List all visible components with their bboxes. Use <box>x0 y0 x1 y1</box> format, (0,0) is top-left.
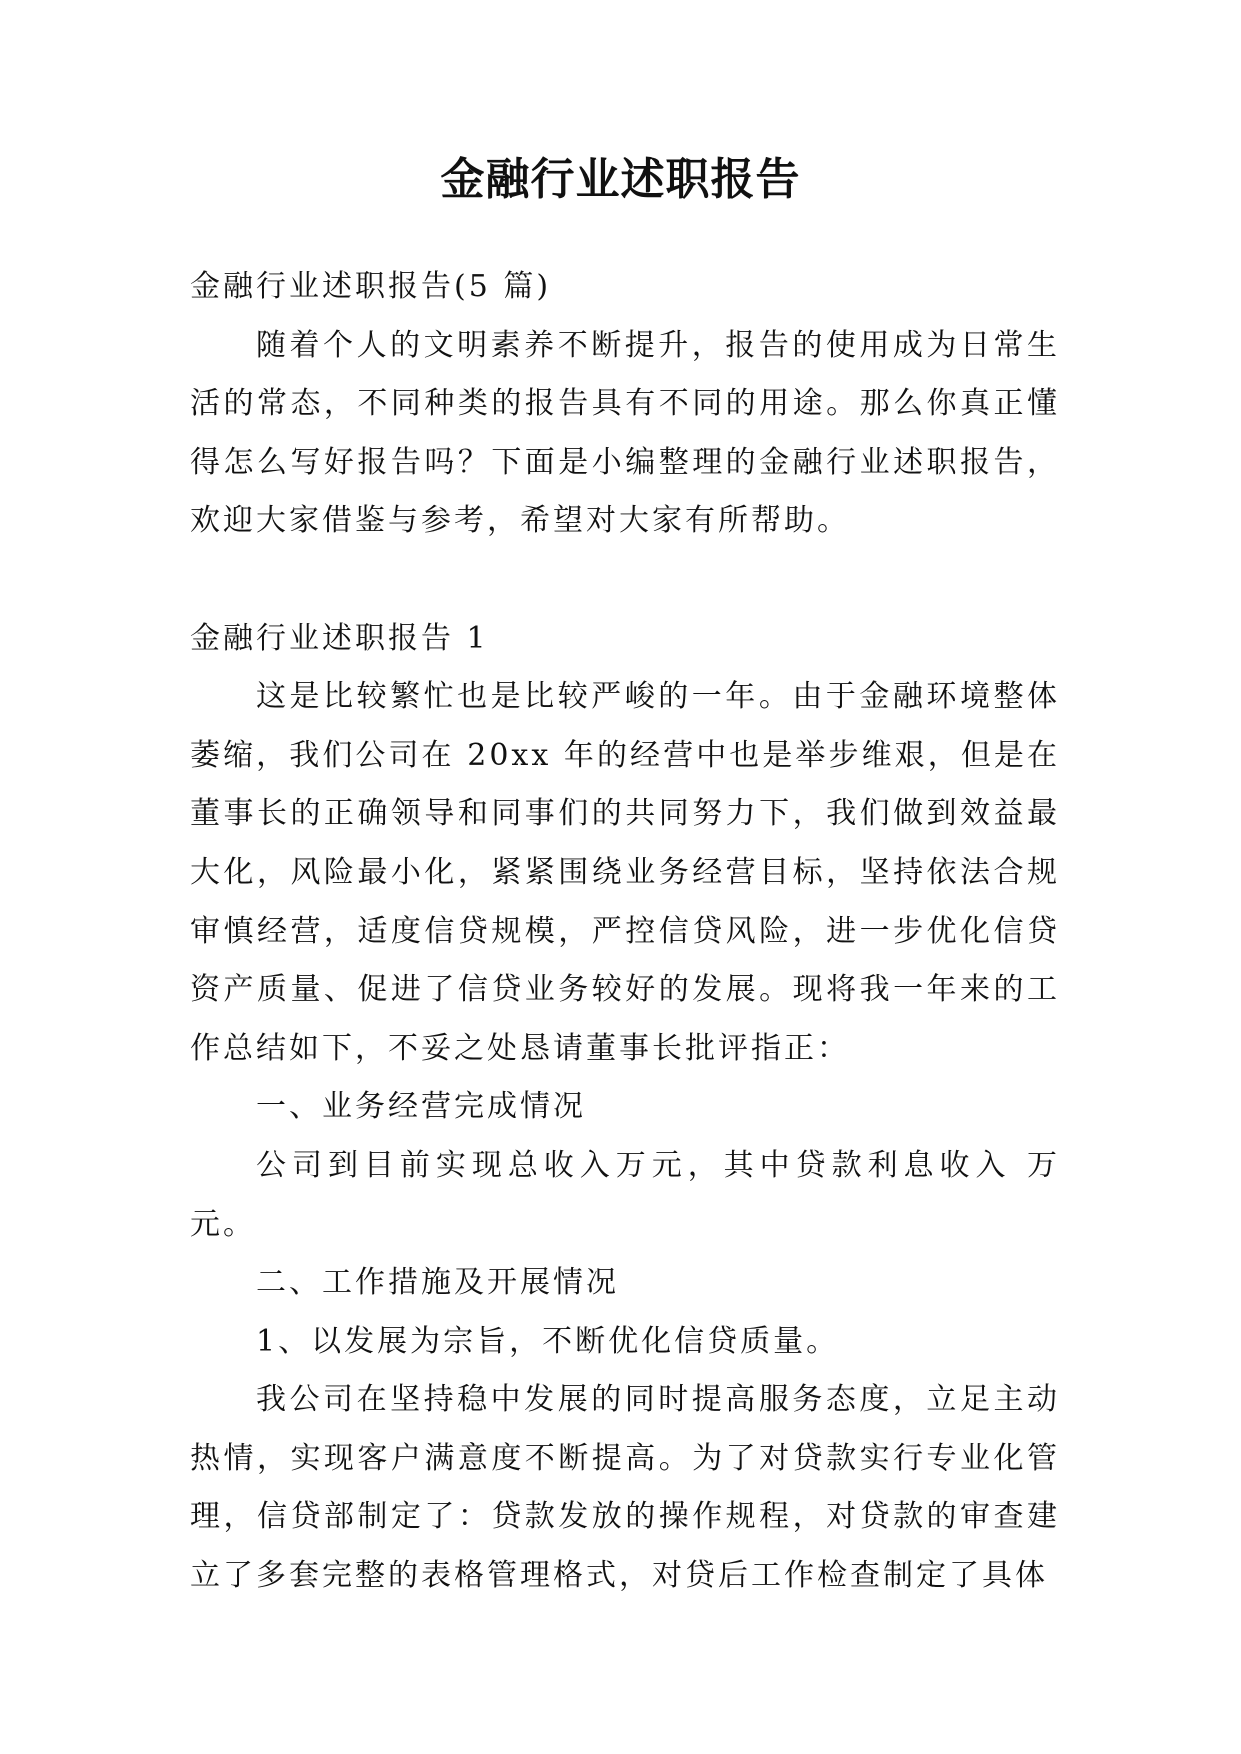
document-subtitle: 金融行业述职报告(5 篇) <box>190 269 552 304</box>
subsection-heading: 一、业务经营完成情况 <box>256 1089 586 1125</box>
body-paragraph: 这是比较繁忙也是比较严峻的一年。由于金融环境整体萎缩，我们公司在 20xx 年的经营中也是举步维艰，但是在董事长的正确领导和同事们的共同努力下，我们做到效益最大化，风险最小化，紧紧围绕业务经营目标，坚持依法合规审慎经营，适度信贷规模，严控信贷风险，进一步优化信贷资产质量、促进了信贷业务较好的发展。现将我一年来的工作总结如下，不妥之处恳请董事长批评指正： <box>190 679 1060 1066</box>
body-paragraph: 我公司在坚持稳中发展的同时提高服务态度，立足主动热情，实现客户满意度不断提高。为了对贷款实行专业化管理，信贷部制定了：贷款发放的操作规程，对贷款的审查建立了多套完整的表格管理格式，对贷后工作检查制定了具体 <box>190 1382 1060 1594</box>
paragraph-spacer <box>190 551 1060 610</box>
section-heading: 金融行业述职报告 1 <box>190 620 489 656</box>
document-title: 金融行业述职报告 <box>440 154 801 205</box>
document-body <box>190 258 1060 1606</box>
subsection-heading: 二、工作措施及开展情况 <box>256 1265 619 1301</box>
intro-paragraph: 随着个人的文明素养不断提升，报告的使用成为日常生活的常态，不同种类的报告具有不同的用途。那么你真正懂得怎么写好报告吗？下面是小编整理的金融行业述职报告，欢迎大家借鉴与参考，希望对大家有所帮助。 <box>190 327 1060 539</box>
body-paragraph: 公司到目前实现总收入万元，其中贷款利息收入 万元。 <box>190 1147 1060 1242</box>
numbered-item: 1、以发展为宗旨，不断优化信贷质量。 <box>256 1323 840 1359</box>
